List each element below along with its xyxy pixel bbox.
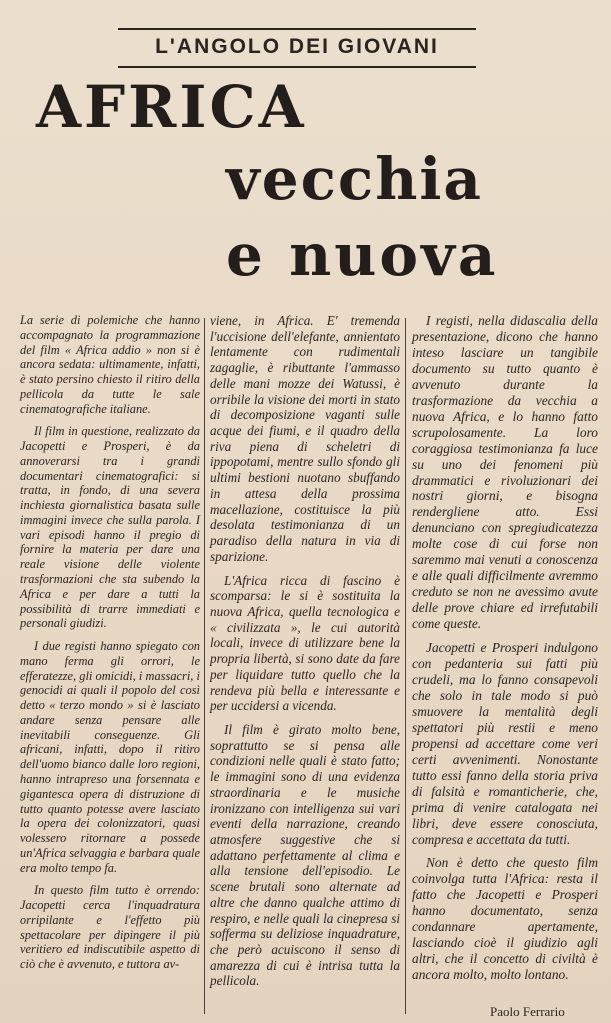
- section-rubric: L'ANGOLO DEI GIOVANI: [118, 28, 476, 68]
- article-column-1: [20, 313, 200, 980]
- headline-line-1: AFRICA: [36, 73, 307, 141]
- paragraph: La serie di polemiche che hanno accompagnato la programmazione del film « Africa addio » non si è ancora sedata: ultimamente, infatti, è stato persino chiesto il ritiro della pellicola da tutte le sale cinematografiche italiane.: [20, 313, 200, 416]
- paragraph: Jacopetti e Prosperi indulgono con pedanteria sui fatti più crudeli, ma lo fanno consapevoli che solo in tale modo si può smuovere la mentalità degli spettatori più restii e meno propensi ad accettare come veri certi avvenimenti. Nonostante tutto essi fanno della storia priva di falsità e romanticherie, che, prima di venire catalogata nei libri, deve essere conosciuta, compresa e accettata da tutti.: [412, 640, 598, 847]
- paragraph: I due registi hanno spiegato con mano ferma gli orrori, le efferatezze, gli omicidi, i massacri, i genocidi ai quali il popolo del così detto « terzo mondo » si è lasciato andare senza pensare alle inevitabili conseguenze. Gli africani, infatti, dopo il ritiro dell'uomo bianco dalle loro regioni, hanno intrapreso una forsennata e gigantesca opera di distruzione di tutto quanto potesse avere lasciato la opera dei colonizzatori, quasi volessero ritornare a possede un'Africa selvaggia e barbara quale era molto tempo fa.: [20, 639, 200, 875]
- column-divider: [405, 318, 406, 1014]
- paragraph: L'Africa ricca di fascino è scomparsa: le si è sostituita la nuova Africa, quella tecnologica e « civilizzata », le cui autorità locali, invece di utilizzare bene la propria libertà, si sono date da fare per liquidare tutto quello che la rendeva più bella e interessante e per uccidersi a vicenda.: [210, 572, 400, 714]
- paragraph: viene, in Africa. E' tremenda l'uccisione dell'elefante, annientato lentamente con rudimentali zagaglie, è ributtante l'ammasso delle mani mozze dei Watussi, è orribile la visione dei morti in stato di decomposizione vaganti sulle acque dei fiumi, e il quadro della riva piena di scheletri di ippopotami, mentre sullo sfondo gli ultimi bestioni nuotano sbuffando in attesa della prossima macellazione, costituisce la più desolata testimonianza di un paradiso della natura in via di sparizione.: [210, 313, 400, 564]
- headline-line-3: e nuova: [226, 221, 499, 289]
- paragraph: In questo film tutto è orrendo: Jacopetti cerca l'inquadratura orripilante e l'effetto più spettacolare per dipingere il più veritiero ed indiscutibile aspetto di ciò che è avvenuto, e tuttora av-: [20, 883, 200, 972]
- paragraph: Il film in questione, realizzato da Jacopetti e Prosperi, è da annoverarsi tra i grandi documentari cinematografici: si tratta, in fondo, di una severa inchiesta giornalistica basata sulle immagini invece che sulla parola. I vari episodi hanno il pregio di fornire la materia per dare una reale visione delle violente trasformazioni che sta subendo la Africa e per dare a tutti la possibilità di trarre immediati e personali giudizi.: [20, 424, 200, 631]
- paragraph: Non è detto che questo film coinvolga tutta l'Africa: resta il fatto che Jacopetti e Prosperi hanno documentato, senza condannare apertamente, lasciando cioè il giudizio agli altri, che il concetto di civiltà è ancora molto, molto lontano.: [412, 855, 598, 983]
- headline-line-2: vecchia: [226, 145, 484, 213]
- author-byline: Paolo Ferrario: [490, 1004, 565, 1019]
- column-divider: [204, 318, 205, 1014]
- article-column-2: [210, 313, 400, 997]
- paragraph: I registi, nella didascalia della presentazione, dicono che hanno inteso lasciare un tangibile documento su tutto quanto è avvenuto durante la trasformazione da vecchia a nuova Africa, e lo hanno fatto scrupolosamente. La loro coraggiosa testimonianza fa luce su uno dei fenomeni più drammatici e rivoluzionari dei nostri giorni, e bisogna rendergliene atto. Essi denunciano con spregiudicatezza molte cose di cui forse non saremmo mai venuti a conoscenza e alle quali difficilmente avremmo creduto se non ne avessimo avute delle prove chiare ed irrefutabili come queste.: [412, 313, 598, 632]
- article-column-3: [412, 313, 598, 991]
- paragraph: Il film è girato molto bene, soprattutto se si pensa alle condizioni nelle quali è stato fatto; le immagini sono di una evidenza straordinaria e le musiche ironizzano con intelligenza sui vari eventi della narrazione, creando atmosfere suggestive che si adattano perfettamente al clima e alla tensione dell'episodio. Le scene brutali sono alternate ad altre che danno qualche attimo di respiro, e nelle quali la cinepresa si sofferma su deliziose inquadrature, che però acuiscono il senso di amarezza di cui è intrisa tutta la pellicola.: [210, 721, 400, 989]
